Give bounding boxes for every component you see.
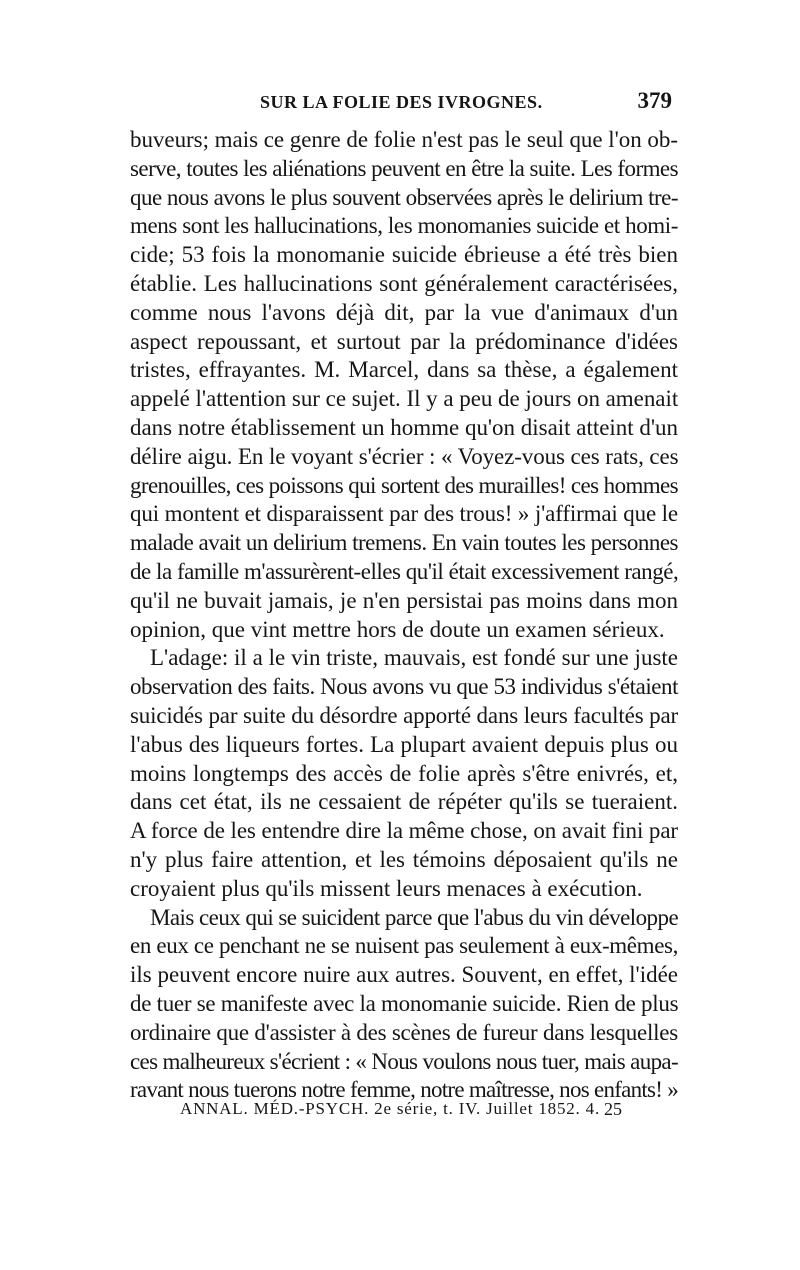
body-text bbox=[130, 126, 678, 1105]
text-line: dans cet état, ils ne cessaient de répéter qu'ils se tueraient. bbox=[130, 789, 678, 815]
sheet-number: 25 bbox=[604, 1099, 622, 1119]
text-line: serve, toutes les aliénations peuvent en être la suite. Les formes bbox=[130, 155, 678, 181]
text-line: ils peuvent encore nuire aux autres. Souvent, en effet, l'idée bbox=[130, 962, 678, 988]
text-line: de la famille m'assurèrent-elles qu'il était excessivement rangé, bbox=[130, 558, 679, 584]
text-line: observation des faits. Nous avons vu que 53 individus s'étaient bbox=[130, 674, 678, 700]
text-line: grenouilles, ces poissons qui sortent des murailles! ces hommes bbox=[130, 472, 678, 498]
text-line: établie. Les hallucinations sont généralement caractérisées, bbox=[130, 270, 678, 296]
text-line: l'abus des liqueurs fortes. La plupart avaient depuis plus ou bbox=[130, 731, 678, 757]
text-line: dans notre établissement un homme qu'on disait atteint d'un bbox=[130, 414, 678, 440]
text-line: tristes, effrayantes. M. Marcel, dans sa thèse, a également bbox=[130, 357, 678, 383]
text-line: L'adage: il a le vin triste, mauvais, est fondé sur une juste bbox=[150, 645, 678, 671]
text-line: cide; 53 fois la monomanie suicide ébrieuse a été très bien bbox=[130, 242, 678, 268]
printer-signature: ANNAL. MÉD.-PSYCH. 2e série, t. IV. Juillet 1852. 4. bbox=[180, 1099, 600, 1118]
page-footer bbox=[180, 1099, 630, 1125]
text-line: délire aigu. En le voyant s'écrier : « Voyez-vous ces rats, ces bbox=[130, 443, 679, 469]
page-number: 379 bbox=[637, 88, 672, 113]
text-line: appelé l'attention sur ce sujet. Il y a peu de jours on amenait bbox=[130, 386, 679, 412]
text-line: A force de les entendre dire la même chose, on avait fini par bbox=[130, 818, 678, 844]
text-line: que nous avons le plus souvent observées après le delirium tre- bbox=[130, 184, 678, 210]
text-line: suicidés par suite du désordre apporté dans leurs facultés par bbox=[130, 702, 678, 728]
running-head bbox=[130, 88, 680, 122]
text-line: aspect repoussant, et surtout par la prédominance d'idées bbox=[130, 328, 678, 354]
running-title: SUR LA FOLIE DES IVROGNES. bbox=[260, 92, 543, 112]
text-line: qu'il ne buvait jamais, je n'en persistai pas moins dans mon bbox=[130, 587, 678, 613]
text-line: qui montent et disparaissent par des trous! » j'affirmai que le bbox=[130, 501, 678, 527]
text-line: opinion, que vint mettre hors de doute un examen sérieux. bbox=[130, 616, 665, 642]
text-line: moins longtemps des accès de folie après s'être enivrés, et, bbox=[130, 760, 678, 786]
text-line: ces malheureux s'écrient : « Nous voulons nous tuer, mais aupa- bbox=[130, 1048, 678, 1074]
text-line: croyaient plus qu'ils missent leurs menaces à exécution. bbox=[130, 875, 643, 901]
text-line: comme nous l'avons déjà dit, par la vue d'animaux d'un bbox=[130, 299, 678, 325]
text-line: n'y plus faire attention, et les témoins déposaient qu'ils ne bbox=[130, 846, 678, 872]
text-line: de tuer se manifeste avec la monomanie suicide. Rien de plus bbox=[130, 990, 679, 1016]
text-line: en eux ce penchant ne se nuisent pas seulement à eux-mêmes, bbox=[130, 933, 679, 959]
text-line: malade avait un delirium tremens. En vain toutes les personnes bbox=[130, 530, 678, 556]
text-line: Mais ceux qui se suicident parce que l'abus du vin développe bbox=[150, 904, 679, 930]
text-line: buveurs; mais ce genre de folie n'est pas le seul que l'on ob- bbox=[130, 127, 678, 152]
text-line: ravant nous tuerons notre femme, notre maîtresse, nos enfants! » bbox=[130, 1077, 678, 1103]
text-line: mens sont les hallucinations, les monomanies suicide et homi- bbox=[130, 213, 678, 239]
text-line: ordinaire que d'assister à des scènes de fureur dans lesquelles bbox=[130, 1019, 678, 1045]
